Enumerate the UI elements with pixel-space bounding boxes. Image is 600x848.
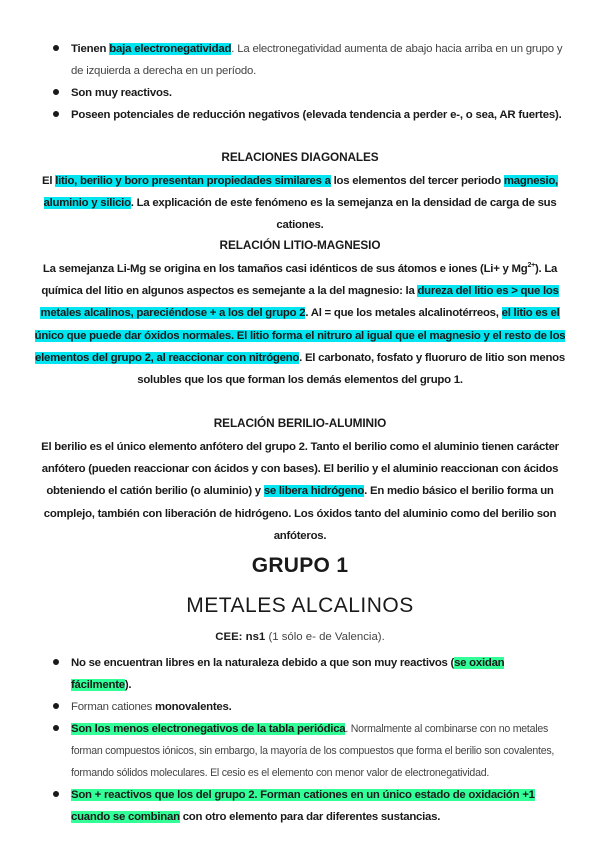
bullet-text: Son muy reactivos. — [71, 87, 172, 99]
list-item — [0, 82, 600, 104]
paragraph-text: los elementos del tercer periodo — [330, 175, 504, 187]
list-item — [0, 652, 600, 696]
highlight-text: baja electronegatividad — [109, 43, 232, 55]
list-item — [0, 696, 600, 718]
paragraph-text: . La explicación de este fenómeno es la semejanza en la densidad de carga de sus cationes. — [130, 197, 557, 232]
highlight-text: Son + reactivos que los del grupo 2. Forman cationes en un único estado de oxidación +1 cuando se combinan — [71, 789, 535, 823]
highlight-text: litio, berilio y boro presentan propiedades similares a — [55, 175, 331, 187]
paragraph-text: . El carbonato, fosfato y fluoruro de litio son menos solubles que los que forman los demás elementos del grupo 1. — [137, 351, 565, 387]
highlight-text: se libera hidrógeno — [263, 485, 365, 498]
bullet-text: ). — [124, 679, 132, 691]
cee-label: CEE: ns1 — [215, 631, 266, 643]
bullet-text: Forman cationes — [71, 701, 155, 713]
electron-configuration — [0, 631, 600, 643]
bullet-text: Poseen potenciales de reducción negativos (elevada tendencia a perder e-, o sea, AR fuertes). — [71, 109, 562, 121]
paragraph-text: El berilio es el único elemento anfótero del grupo 2. Tanto el berilio como el aluminio tienen carácter anfótero (pueden reaccionar con ácidos y con bases). El berilio y el aluminio reaccionan con ácidos obteniendo el catión berilio (o aluminio) y — [41, 441, 559, 498]
paragraph-text: . Al = que los metales alcalinotérreos, — [305, 307, 502, 320]
bullet-text: No se encuentran libres en la naturaleza debido a que son muy reactivos ( — [71, 657, 455, 669]
bullet-icon — [53, 659, 59, 665]
bullet-text: . La electronegatividad aumenta de abajo hacia arriba en un grupo y de izquierda a derecha en un período. — [71, 43, 563, 77]
bottom-bullet-list — [0, 652, 600, 828]
list-item — [0, 784, 600, 828]
cee-note: (1 sólo e- de Valencia). — [265, 631, 385, 643]
highlight-text: Son los menos electronegativos de la tabla periódica — [71, 723, 346, 735]
bullet-text: monovalentes. — [155, 701, 232, 713]
list-item — [0, 104, 600, 126]
list-item — [0, 718, 600, 784]
bullet-text: con otro elemento para dar diferentes sustancias. — [179, 811, 441, 823]
top-bullet-list — [0, 38, 600, 126]
paragraph-text: . En medio básico el berilio forma un complejo, también con liberación de hidrógeno. Los óxidos tanto del aluminio como del berilio son anfóteros. — [43, 485, 557, 542]
paragraph-text: El — [42, 175, 56, 187]
paragraph-text: ). La química del litio en algunos aspectos es semejante a la del magnesio: la — [41, 263, 558, 298]
bullet-icon — [53, 45, 59, 51]
bullet-icon — [53, 89, 59, 95]
bullet-text: Tienen — [71, 43, 110, 55]
section-heading-diagonales: RELACIONES DIAGONALES — [221, 150, 379, 164]
bullet-icon — [53, 111, 59, 117]
group-title: GRUPO 1 — [251, 554, 349, 577]
highlight-text: dureza del litio es > que los metales alcalinos, pareciéndose + a los del grupo 2 — [40, 285, 559, 320]
group-subtitle: METALES ALCALINOS — [186, 594, 414, 617]
highlight-text: magnesio, aluminio y silicio — [43, 175, 558, 210]
paragraph-berilio-aluminio — [34, 436, 566, 547]
paragraph-text: La semejanza Li-Mg se origina en los tamaños casi idénticos de sus átomos e iones (Li+ y Mg — [42, 263, 528, 275]
bullet-text: . Normalmente al combinarse con no metales forman compuestos iónicos, sin embargo, la mayoría de los compuestos que forma el berilio son covalentes, formando sólidos moleculares. El cesio es el elemento con menor valor de electronegatividad. — [71, 723, 555, 779]
section-heading-berilio-aluminio: RELACIÓN BERILIO-ALUMINIO — [213, 416, 387, 430]
bullet-icon — [53, 703, 59, 709]
section-heading-litio-magnesio: RELACIÓN LITIO-MAGNESIO — [219, 238, 381, 252]
bullet-icon — [53, 791, 59, 797]
list-item — [0, 38, 600, 82]
highlight-text: se oxidan fácilmente — [71, 657, 505, 691]
superscript: 2+ — [527, 262, 535, 270]
bullet-icon — [53, 725, 59, 731]
paragraph-litio-magnesio — [34, 258, 566, 391]
paragraph-diagonales — [34, 170, 566, 237]
highlight-text: el litio es el único que puede dar óxidos normales. El litio forma el nitruro al igual que el magnesio y el resto de los elementos del grupo 2, al reaccionar con nitrógeno — [34, 307, 566, 364]
